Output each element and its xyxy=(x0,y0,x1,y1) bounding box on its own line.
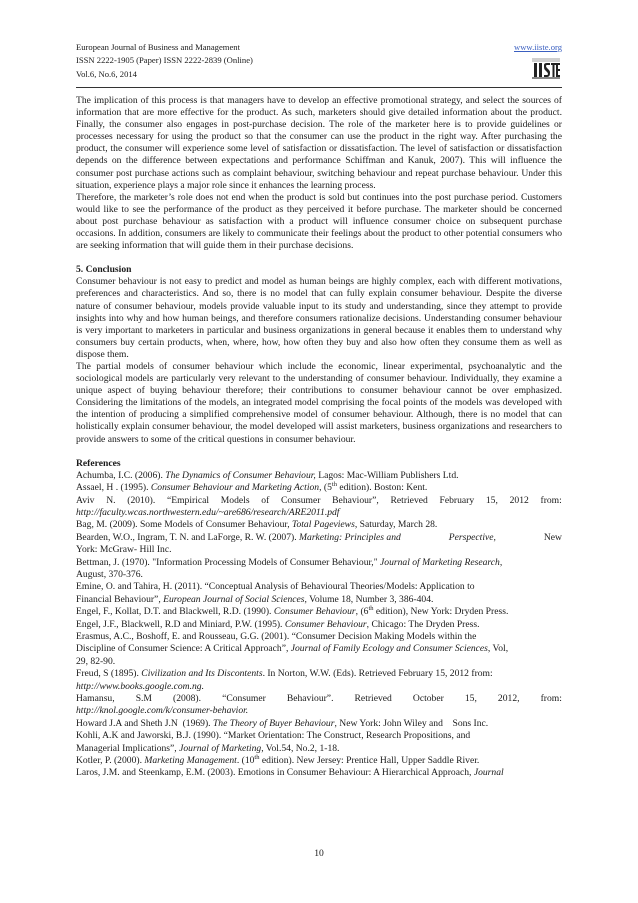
paragraph-post-purchase: The implication of this process is that managers have to develop an effective promotional strategy, and select the sources of information that are more effective for the product. As such, marketers should give detailed information about the product. Finally, the consumer also engages in post-purchase decision. The role of the marketer here is to provide guidelines or processes necessary for using the product so that the consumer can use the product in the right way. After purchasing the product, the consumer will experience some level of satisfaction or dissatisfaction. The level of satisfaction or dissatisfaction depends on the difference between expectations and performance Schiffman and Kanuk, 2007). This will influence the consumer post purchase actions such as complaint behaviour, switching behaviour and repeat purchase behaviour. Under this situation, experience plays a major role since it enhances the learning process. xyxy=(76,95,562,191)
reference-item: Kotler, P. (2000). Marketing Management. (10th edition). New Jersey: Prentice Hall, Upper Saddle River. xyxy=(76,753,480,767)
page-number: 10 xyxy=(314,848,324,859)
reference-item: Laros, J.M. and Steenkamp, E.M. (2003). Emotions in Consumer Behaviour: A Hierarchical Approach, Journal xyxy=(76,767,504,779)
section-heading-conclusion: 5. Conclusion xyxy=(76,264,132,276)
reference-item: Emine, O. and Tahira, H. (2011). “Conceptual Analysis of Behavioural Theories/Models: Application to Financial Behaviour”, European Journal of Social Sciences, Volume 18, Number 3, 386-404. xyxy=(76,581,475,605)
reference-item: Achumba, I.C. (2006). The Dynamics of Consumer Behaviour, Lagos: Mac-William Publishers Ltd. xyxy=(76,469,459,481)
reference-item: Bearden, W.O., Ingram, T. N. and LaForge, R. W. (2007). Marketing: Principles and Perspective, New York: McGraw- Hill Inc. xyxy=(76,531,562,556)
journal-header xyxy=(76,41,562,89)
paragraph-conclusion-1: Consumer behaviour is not easy to predict and model as human beings are highly complex, each with different motivations, preferences and characteristics. And so, there is no model that can fully explain consumer behaviour. Despite the diverse nature of consumer behaviour, models provide valuable input to its study and understanding, since they attempt to provide insights into why and how human beings, and therefore consumers rationalize decisions. Understanding consumer behaviour is very important to marketers in particular and business organizations in general because it enables them to understand why consumers buy certain products, when, where, how, how often they buy and also how often they consume them as well as dispose them. xyxy=(76,276,562,360)
paragraph-conclusion-2: The partial models of consumer behaviour which include the economic, linear experimental, psychoanalytic and the sociological models are particularly very relevant to the understanding of consumer behaviour. Individually, they examine a unique aspect of buying behaviour therefore; their contributions to consumer behaviour cannot be over emphasized. Considering the limitations of the models, an integrated model comprising the focal points of the models was developed with the intention of producing a simplified comprehensive model of consumer behaviour. Although, there is no model that can holistically explain consumer behaviour, the model developed will assist marketers, business organizations and researchers to provide answers to some of the critical questions in consumer behaviour. xyxy=(76,360,562,445)
reference-url[interactable]: http://faculty.wcas.northwestern.edu/~are686/research/ARE2011.pdf xyxy=(76,506,340,518)
reference-url[interactable]: http://knol.google.com/k/consumer-behavior. xyxy=(76,705,249,717)
reference-line: Aviv N. (2010). “Empirical Models of Consumer Behaviour”, Retrieved February 15, 2012 from: xyxy=(76,494,562,506)
reference-item: Howard J.A and Sheth J.N (1969). The Theory of Buyer Behaviour, New York: John Wiley and Sons Inc. xyxy=(76,717,489,729)
reference-item: Engel, F., Kollat, D.T. and Blackwell, R.D. (1990). Consumer Behaviour, (6th edition), New York: Dryden Press. xyxy=(76,605,509,618)
journal-volume: Vol.6, No.6, 2014 xyxy=(76,68,137,79)
reference-item xyxy=(76,495,562,520)
reference-item: Bag, M. (2009). Some Models of Consumer Behaviour, Total Pageviews, Saturday, March 28. xyxy=(76,519,438,531)
header-rule xyxy=(76,87,562,88)
paragraph-marketer-role: Therefore, the marketer’s role does not end when the product is sold but continues into the post purchase period. Customers would like to see the performance of the product as they perceived it before purchase. The marketer should be concerned about post purchase behaviour as satisfaction with a product will influence consumer choice on subsequent purchase occasions. In addition, consumers are likely to communicate their feelings about the product to other potential consumers who are seeking information that will guide them in their purchase decisions. xyxy=(76,191,562,252)
iiste-logo-icon xyxy=(531,56,561,80)
reference-item: Assael, H . (1995). Consumer Behaviour and Marketing Action, (5th edition). Boston: Kent. xyxy=(76,480,428,494)
reference-item: Engel, J.F., Blackwell, R.D and Miniard, P.W. (1995). Consumer Behaviour, Chicago: The Dryden Press. xyxy=(76,618,480,630)
journal-name: European Journal of Business and Management xyxy=(76,42,240,52)
reference-item: Bettman, J. (1970). "Information Processing Models of Consumer Behaviour," Journal of Marketing Research, August, 370-376. xyxy=(76,556,503,580)
reference-item: Erasmus, A.C., Boshoff, E. and Rousseau, G.G. (2001). “Consumer Decision Making Models within the Discipline of Consumer Science: A Critical Approach”, Journal of Family Ecology and Consumer Sciences, Vol, 29, 82-90. xyxy=(76,631,509,667)
section-heading-references: References xyxy=(76,457,121,469)
website-link[interactable]: www.iiste.org xyxy=(514,42,562,52)
reference-url[interactable]: http://www.books.google.com.ng. xyxy=(76,680,204,692)
reference-item: Kohli, A.K and Jaworski, B.J. (1990). “Market Orientation: The Construct, Research Propositions, and Managerial Implications”, Journal of Marketing, Vol.54, No.2, 1-18. xyxy=(76,730,471,754)
reference-item: Hamansu, S.M (2008). “Consumer Behaviour”. Retrieved October 15, 2012, from: http://knol.google.com/k/consumer-behavior. xyxy=(76,693,562,717)
reference-list xyxy=(76,470,562,780)
reference-item: Freud, S (1895). Civilization and Its Discontents. In Norton, W.W. (Eds). Retrieved February 15, 2012 from: http://www.books.google.com.ng. xyxy=(76,668,493,692)
journal-issn: ISSN 2222-1905 (Paper) ISSN 2222-2839 (Online) xyxy=(76,55,253,66)
paper-body xyxy=(76,95,562,780)
